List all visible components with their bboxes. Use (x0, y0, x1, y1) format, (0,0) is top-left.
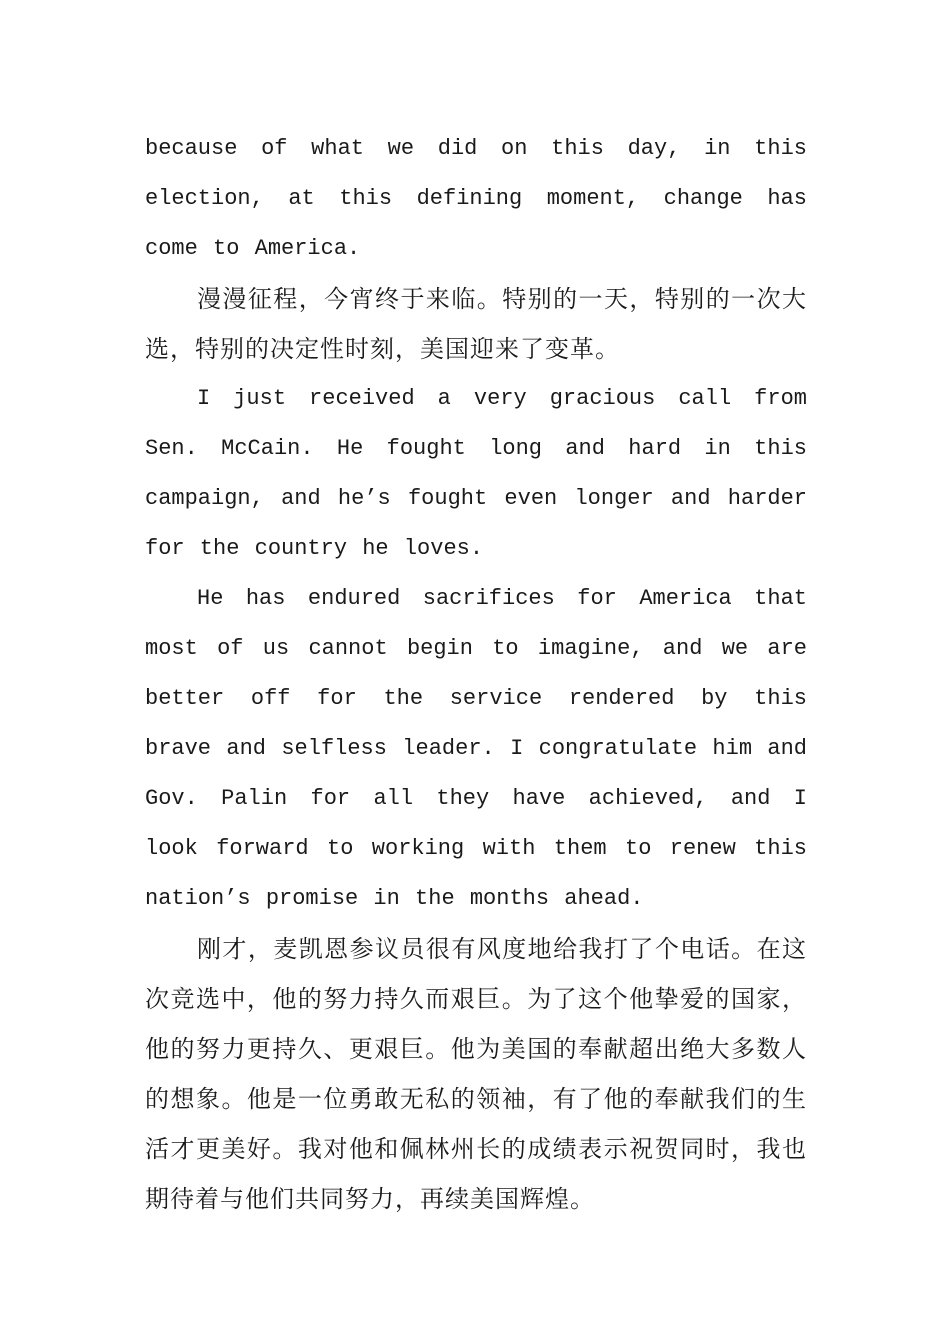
paragraph-en-change-has-come: because of what we did on this day, in this election, at this defining moment, change has come to America. (145, 136, 807, 261)
paragraph-en-sacrifices: He has endured sacrifices for America that most of us cannot begin to imagine, and we are better off for the service rendered by this brave and selfless leader. I congratulate him and Gov. Palin for all they have achieved, and I look forward to working with them to renew this nation’s promise in the months ahead. (145, 586, 807, 911)
document-page (145, 124, 807, 1224)
paragraph-en-mccain-call: I just received a very gracious call from Sen. McCain. He fought long and hard in this campaign, and he’s fought even longer and harder for the country he loves. (145, 386, 807, 561)
paragraph-zh-change-has-come: 漫漫征程，今宵终于来临。特别的一天，特别的一次大选，特别的决定性时刻，美国迎来了变革。 (145, 285, 807, 363)
paragraph-zh-mccain-call: 刚才，麦凯恩参议员很有风度地给我打了个电话。在这次竞选中，他的努力持久而艰巨。为了这个他挚爱的国家，他的努力更持久、更艰巨。他为美国的奉献超出绝大多数人的想象。他是一位勇敢无私的领袖，有了他的奉献我们的生活才更美好。我对他和佩林州长的成绩表示祝贺同时，我也期待着与他们共同努力，再续美国辉煌。 (145, 935, 807, 1213)
